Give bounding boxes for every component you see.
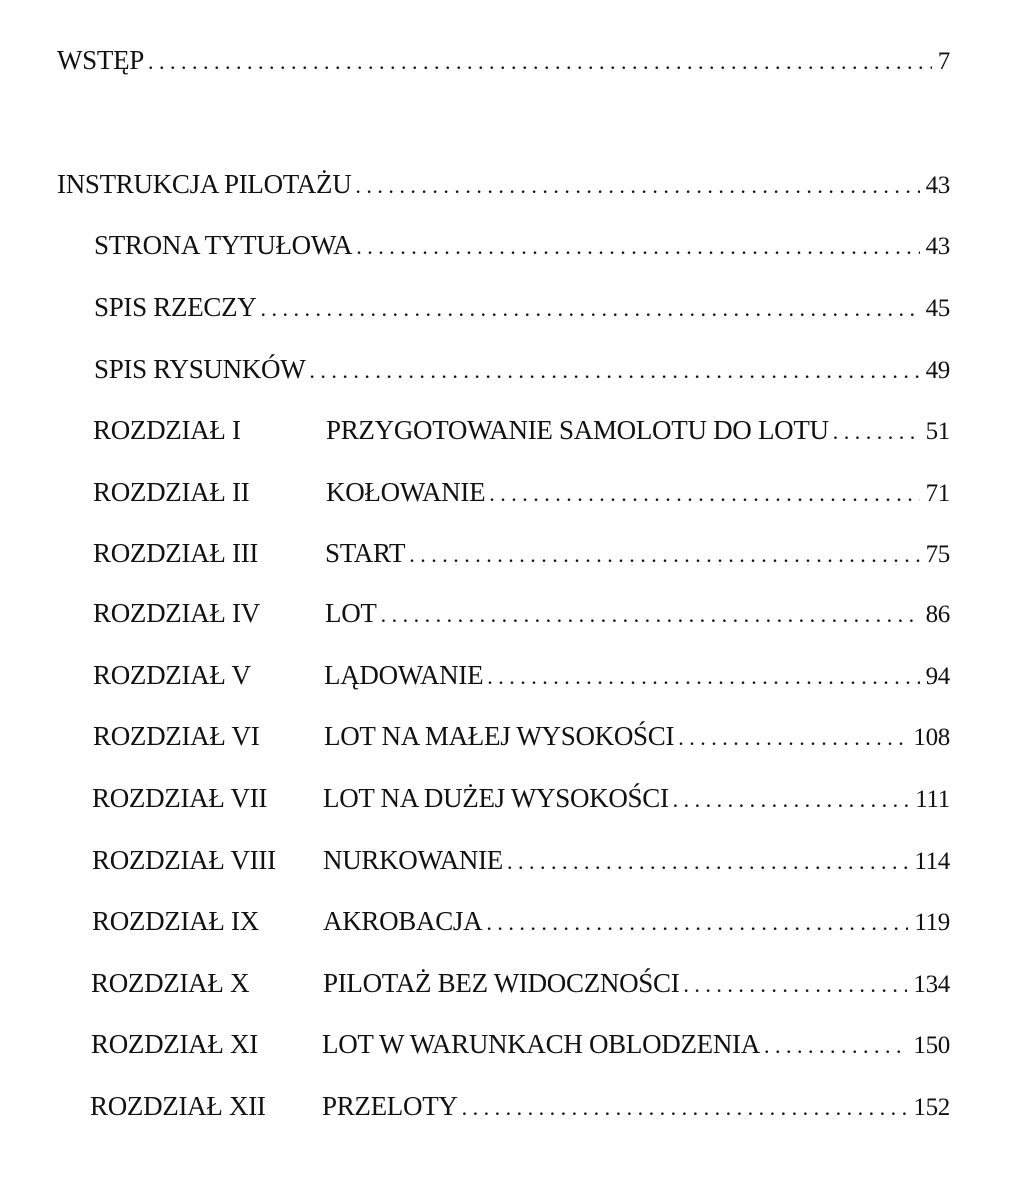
- chapter-number: ROZDZIAŁ II: [93, 477, 250, 507]
- chapter-title: PILOTAŻ BEZ WIDOCZNOŚCI: [323, 968, 680, 998]
- chapter-page: 152: [913, 1094, 950, 1121]
- chapter-page: 71: [925, 480, 950, 507]
- dot-leader: [673, 780, 910, 818]
- toc-entry-chapter: [90, 1088, 950, 1126]
- toc-entry-chapter: [92, 780, 950, 818]
- toc-entry-chapter: [93, 657, 950, 695]
- toc-entry-page: 7: [937, 48, 950, 75]
- toc-entry-title: SPIS RZECZY: [94, 292, 257, 322]
- dot-leader: [260, 289, 919, 327]
- dot-leader: [683, 965, 907, 1003]
- chapter-number: ROZDZIAŁ IX: [92, 906, 259, 936]
- chapter-number: ROZDZIAŁ VI: [93, 721, 260, 751]
- dot-leader: [309, 351, 919, 389]
- toc-entry-chapter: [93, 595, 950, 633]
- chapter-page: 108: [913, 724, 950, 751]
- toc-entry-front-matter: [94, 351, 950, 389]
- chapter-page: 119: [914, 909, 950, 936]
- chapter-number: ROZDZIAŁ I: [93, 415, 241, 445]
- chapter-title: LOT NA DUŻEJ WYSOKOŚCI: [323, 783, 669, 813]
- dot-leader: [486, 903, 908, 941]
- toc-entry-title: SPIS RYSUNKÓW: [94, 354, 306, 384]
- dot-leader: [409, 535, 919, 573]
- chapter-number: ROZDZIAŁ XII: [90, 1091, 266, 1121]
- dot-leader: [489, 474, 919, 512]
- dot-leader: [507, 842, 908, 880]
- toc-entry-chapter: [93, 474, 950, 512]
- chapter-number: ROZDZIAŁ IV: [93, 598, 260, 628]
- chapter-page: 86: [925, 601, 950, 628]
- chapter-number: ROZDZIAŁ XI: [91, 1029, 258, 1059]
- chapter-page: 75: [925, 541, 950, 568]
- toc-entry-chapter: [93, 535, 950, 573]
- chapter-title: LOT W WARUNKACH OBLODZENIA: [322, 1029, 760, 1059]
- toc-entry-chapter: [93, 718, 950, 756]
- dot-leader: [462, 1088, 908, 1126]
- toc-entry-page: 45: [925, 295, 950, 322]
- chapter-page: 111: [915, 786, 950, 813]
- chapter-number: ROZDZIAŁ VII: [92, 783, 268, 813]
- chapter-title: PRZYGOTOWANIE SAMOLOTU DO LOTU: [326, 415, 829, 445]
- toc-entry-page: 43: [925, 233, 950, 260]
- chapter-page: 94: [925, 663, 950, 690]
- chapter-title: START: [325, 538, 406, 568]
- toc-entry-section: [57, 166, 950, 204]
- chapter-number: ROZDZIAŁ VIII: [92, 845, 276, 875]
- chapter-title: LOT NA MAŁEJ WYSOKOŚCI: [324, 721, 675, 751]
- chapter-number: ROZDZIAŁ V: [93, 660, 251, 690]
- chapter-page: 134: [913, 971, 950, 998]
- chapter-title: NURKOWANIE: [323, 845, 503, 875]
- dot-leader: [764, 1026, 907, 1064]
- dot-leader: [355, 166, 919, 204]
- toc-entry-chapter: [91, 1026, 950, 1064]
- chapter-number: ROZDZIAŁ X: [91, 968, 250, 998]
- chapter-page: 150: [913, 1032, 950, 1059]
- chapter-title: AKROBACJA: [323, 906, 483, 936]
- dot-leader: [148, 42, 932, 80]
- toc-entry-page: 43: [925, 172, 950, 199]
- toc-entry-chapter: [93, 412, 950, 450]
- toc-entry-title: STRONA TYTUŁOWA: [94, 230, 353, 260]
- dot-leader: [381, 595, 920, 633]
- chapter-title: KOŁOWANIE: [326, 477, 486, 507]
- chapter-title: LOT: [325, 598, 377, 628]
- dot-leader: [356, 227, 919, 265]
- toc-entry-title: INSTRUKCJA PILOTAŻU: [57, 169, 352, 199]
- toc-entry-intro: [57, 42, 950, 80]
- chapter-title: LĄDOWANIE: [324, 660, 484, 690]
- chapter-page: 51: [925, 418, 950, 445]
- chapter-number: ROZDZIAŁ III: [93, 538, 259, 568]
- toc-entry-title: WSTĘP: [57, 45, 145, 75]
- toc-entry-front-matter: [94, 227, 950, 265]
- dot-leader: [487, 657, 919, 695]
- chapter-title: PRZELOTY: [322, 1091, 458, 1121]
- toc-entry-front-matter: [94, 289, 950, 327]
- chapter-page: 114: [914, 848, 950, 875]
- toc-entry-page: 49: [925, 357, 950, 384]
- dot-leader: [678, 718, 907, 756]
- toc-entry-chapter: [92, 842, 950, 880]
- toc-entry-chapter: [91, 965, 950, 1003]
- toc-entry-chapter: [92, 903, 950, 941]
- dot-leader: [833, 412, 920, 450]
